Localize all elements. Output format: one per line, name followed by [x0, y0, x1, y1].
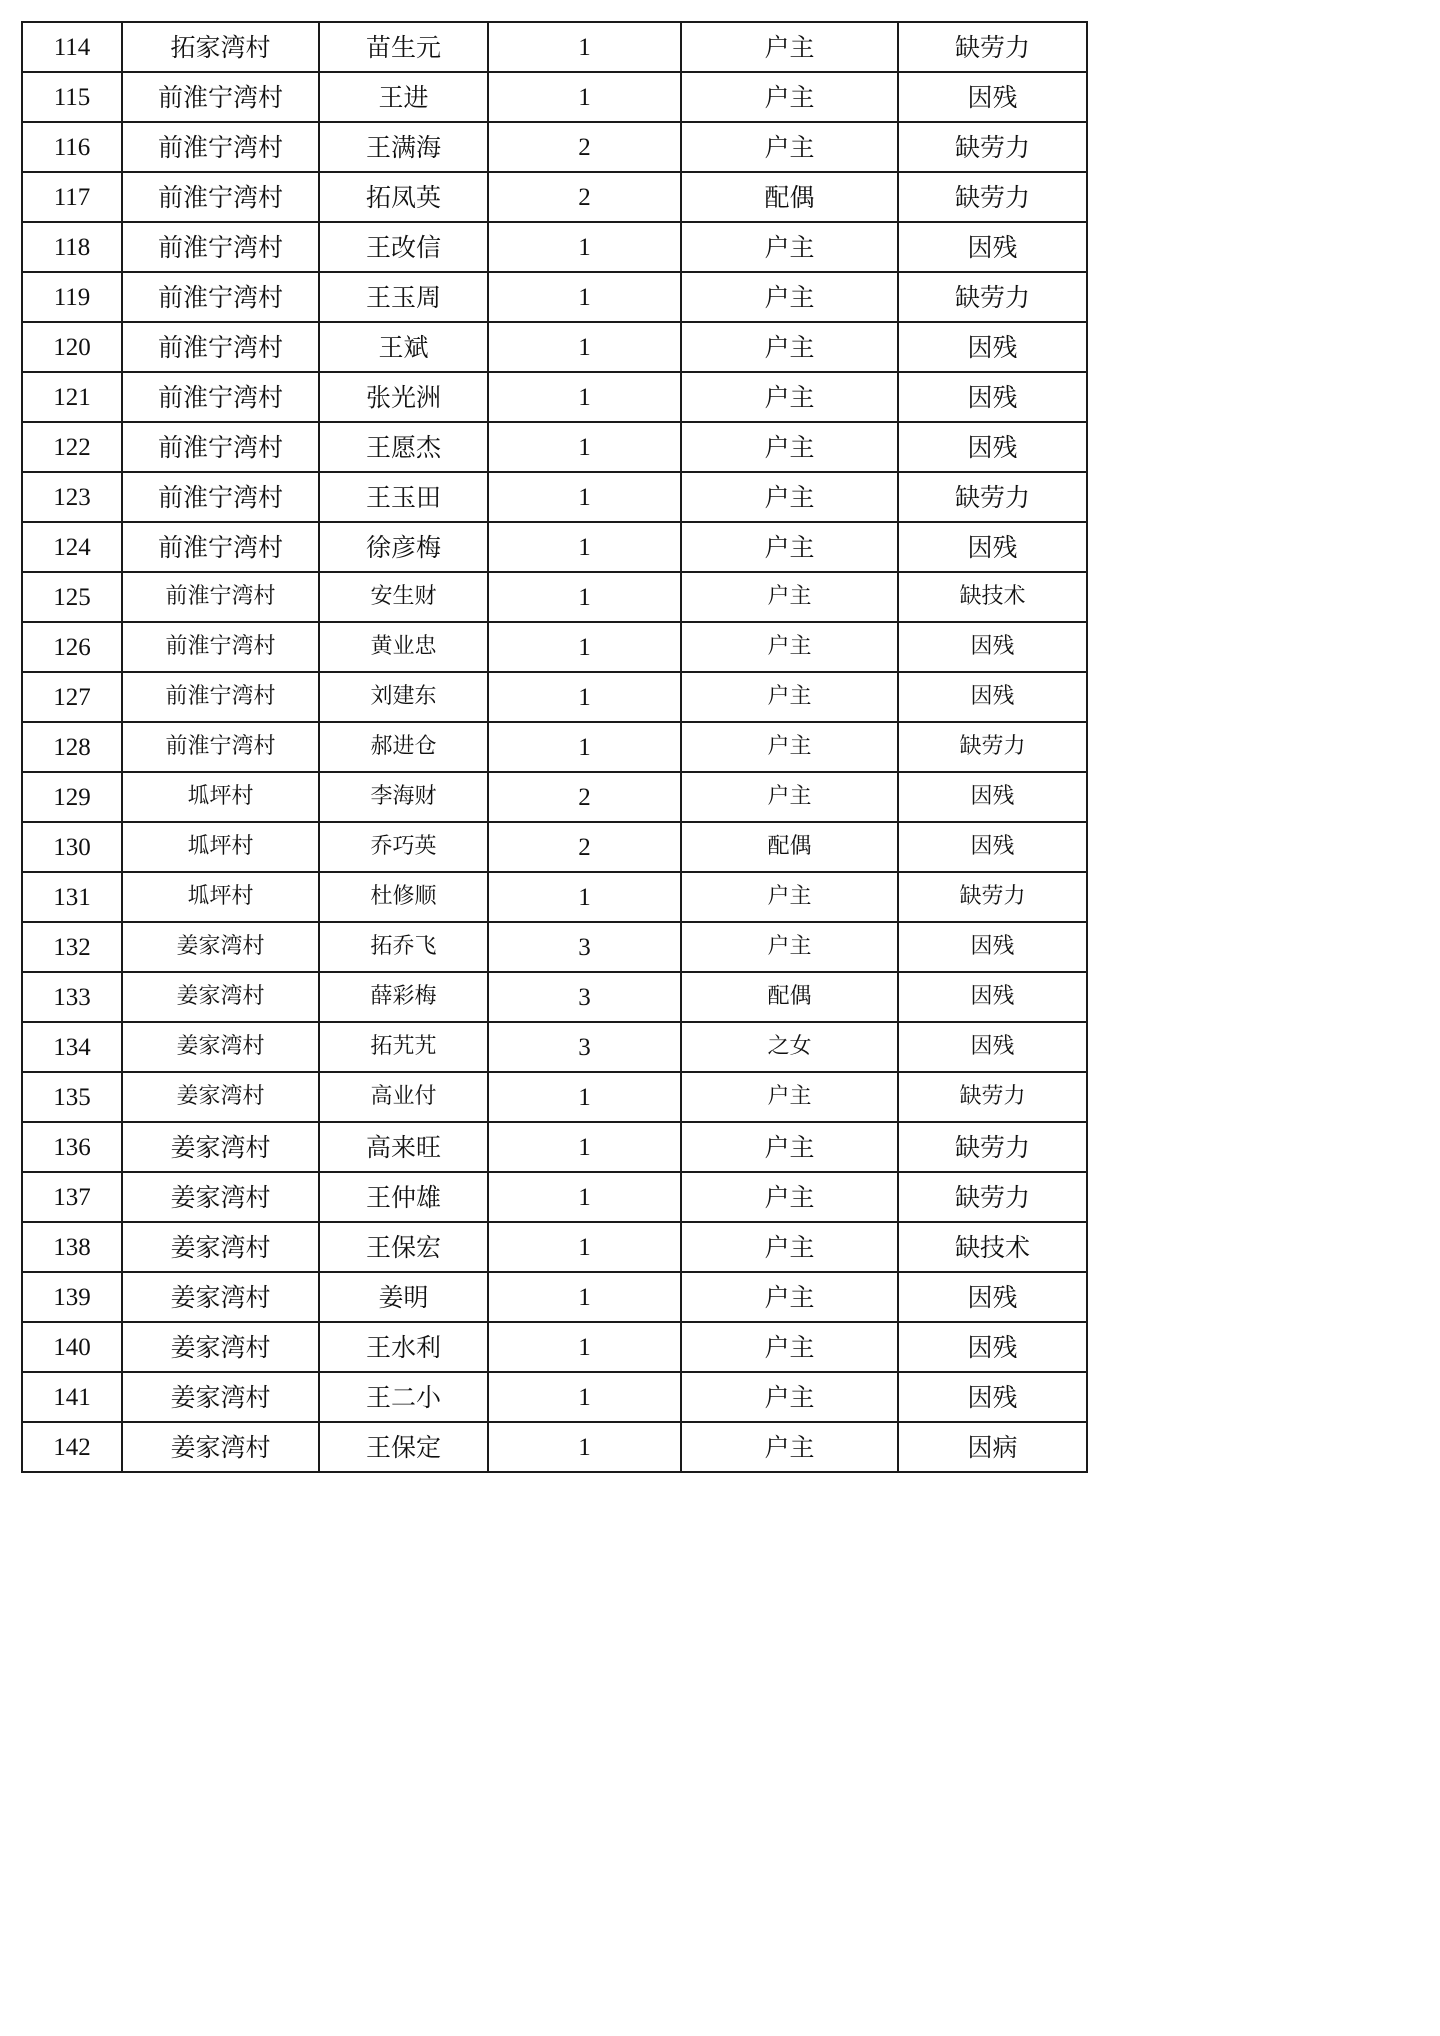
household-count-cell: 1 [488, 1322, 681, 1372]
table-body [22, 22, 1087, 1472]
table-row [22, 72, 1087, 122]
relation-cell: 户主 [681, 372, 898, 422]
reason-cell: 因残 [898, 322, 1087, 372]
relation-cell: 户主 [681, 1322, 898, 1372]
row-number-cell: 117 [22, 172, 122, 222]
row-number-cell: 131 [22, 872, 122, 922]
relation-cell: 户主 [681, 1072, 898, 1122]
village-cell: 姜家湾村 [122, 1372, 319, 1422]
village-cell: 姜家湾村 [122, 1322, 319, 1372]
person-name-cell: 姜明 [319, 1272, 488, 1322]
household-table [21, 21, 1088, 1473]
village-cell: 姜家湾村 [122, 1222, 319, 1272]
household-count-cell: 3 [488, 972, 681, 1022]
row-number-cell: 121 [22, 372, 122, 422]
person-name-cell: 黄业忠 [319, 622, 488, 672]
reason-cell: 因残 [898, 372, 1087, 422]
row-number-cell: 129 [22, 772, 122, 822]
relation-cell: 户主 [681, 222, 898, 272]
relation-cell: 户主 [681, 1272, 898, 1322]
table-row [22, 1322, 1087, 1372]
household-count-cell: 1 [488, 622, 681, 672]
row-number-cell: 119 [22, 272, 122, 322]
person-name-cell: 王愿杰 [319, 422, 488, 472]
table-row [22, 822, 1087, 872]
row-number-cell: 139 [22, 1272, 122, 1322]
village-cell: 前淮宁湾村 [122, 622, 319, 672]
person-name-cell: 拓艽艽 [319, 1022, 488, 1072]
table-row [22, 1022, 1087, 1072]
village-cell: 前淮宁湾村 [122, 522, 319, 572]
table-row [22, 122, 1087, 172]
reason-cell: 因残 [898, 672, 1087, 722]
household-count-cell: 1 [488, 872, 681, 922]
person-name-cell: 王二小 [319, 1372, 488, 1422]
row-number-cell: 120 [22, 322, 122, 372]
village-cell: 坬坪村 [122, 772, 319, 822]
table-row [22, 1372, 1087, 1422]
row-number-cell: 135 [22, 1072, 122, 1122]
reason-cell: 因残 [898, 1372, 1087, 1422]
reason-cell: 缺劳力 [898, 722, 1087, 772]
relation-cell: 户主 [681, 322, 898, 372]
table-row [22, 1222, 1087, 1272]
person-name-cell: 王仲雄 [319, 1172, 488, 1222]
reason-cell: 因残 [898, 1322, 1087, 1372]
household-count-cell: 2 [488, 822, 681, 872]
relation-cell: 户主 [681, 422, 898, 472]
row-number-cell: 132 [22, 922, 122, 972]
relation-cell: 户主 [681, 1372, 898, 1422]
table-row [22, 22, 1087, 72]
reason-cell: 因残 [898, 72, 1087, 122]
household-count-cell: 1 [488, 372, 681, 422]
relation-cell: 户主 [681, 472, 898, 522]
table-row [22, 772, 1087, 822]
relation-cell: 户主 [681, 922, 898, 972]
row-number-cell: 136 [22, 1122, 122, 1172]
person-name-cell: 王玉周 [319, 272, 488, 322]
household-count-cell: 3 [488, 922, 681, 972]
reason-cell: 缺劳力 [898, 1172, 1087, 1222]
village-cell: 坬坪村 [122, 872, 319, 922]
reason-cell: 因残 [898, 1022, 1087, 1072]
village-cell: 前淮宁湾村 [122, 422, 319, 472]
person-name-cell: 王玉田 [319, 472, 488, 522]
household-count-cell: 1 [488, 72, 681, 122]
row-number-cell: 122 [22, 422, 122, 472]
reason-cell: 因残 [898, 222, 1087, 272]
table-row [22, 622, 1087, 672]
household-count-cell: 1 [488, 1122, 681, 1172]
reason-cell: 因残 [898, 1272, 1087, 1322]
reason-cell: 缺技术 [898, 1222, 1087, 1272]
row-number-cell: 125 [22, 572, 122, 622]
person-name-cell: 郝进仓 [319, 722, 488, 772]
village-cell: 姜家湾村 [122, 972, 319, 1022]
row-number-cell: 130 [22, 822, 122, 872]
person-name-cell: 薛彩梅 [319, 972, 488, 1022]
household-count-cell: 1 [488, 1372, 681, 1422]
reason-cell: 缺劳力 [898, 1072, 1087, 1122]
relation-cell: 配偶 [681, 972, 898, 1022]
household-count-cell: 1 [488, 272, 681, 322]
person-name-cell: 高业付 [319, 1072, 488, 1122]
relation-cell: 户主 [681, 1422, 898, 1472]
table-row [22, 472, 1087, 522]
row-number-cell: 114 [22, 22, 122, 72]
relation-cell: 户主 [681, 72, 898, 122]
reason-cell: 缺技术 [898, 572, 1087, 622]
reason-cell: 缺劳力 [898, 172, 1087, 222]
table-row [22, 722, 1087, 772]
table-row [22, 572, 1087, 622]
table-row [22, 1072, 1087, 1122]
village-cell: 姜家湾村 [122, 1422, 319, 1472]
row-number-cell: 126 [22, 622, 122, 672]
table-row [22, 222, 1087, 272]
person-name-cell: 王改信 [319, 222, 488, 272]
relation-cell: 户主 [681, 872, 898, 922]
relation-cell: 户主 [681, 22, 898, 72]
relation-cell: 户主 [681, 1122, 898, 1172]
household-count-cell: 3 [488, 1022, 681, 1072]
row-number-cell: 140 [22, 1322, 122, 1372]
person-name-cell: 苗生元 [319, 22, 488, 72]
person-name-cell: 王保定 [319, 1422, 488, 1472]
household-count-cell: 1 [488, 1172, 681, 1222]
reason-cell: 因残 [898, 822, 1087, 872]
document-table-container [21, 21, 1086, 1473]
household-count-cell: 1 [488, 222, 681, 272]
relation-cell: 户主 [681, 722, 898, 772]
person-name-cell: 高来旺 [319, 1122, 488, 1172]
household-count-cell: 1 [488, 1222, 681, 1272]
table-row [22, 372, 1087, 422]
village-cell: 姜家湾村 [122, 1172, 319, 1222]
row-number-cell: 128 [22, 722, 122, 772]
row-number-cell: 137 [22, 1172, 122, 1222]
household-count-cell: 1 [488, 422, 681, 472]
household-count-cell: 1 [488, 1072, 681, 1122]
row-number-cell: 115 [22, 72, 122, 122]
relation-cell: 之女 [681, 1022, 898, 1072]
household-count-cell: 1 [488, 522, 681, 572]
household-count-cell: 1 [488, 572, 681, 622]
table-row [22, 972, 1087, 1022]
relation-cell: 户主 [681, 1222, 898, 1272]
row-number-cell: 133 [22, 972, 122, 1022]
household-count-cell: 1 [488, 22, 681, 72]
village-cell: 前淮宁湾村 [122, 222, 319, 272]
relation-cell: 户主 [681, 522, 898, 572]
table-row [22, 272, 1087, 322]
household-count-cell: 1 [488, 1272, 681, 1322]
reason-cell: 因病 [898, 1422, 1087, 1472]
row-number-cell: 123 [22, 472, 122, 522]
table-row [22, 922, 1087, 972]
reason-cell: 因残 [898, 522, 1087, 572]
reason-cell: 缺劳力 [898, 872, 1087, 922]
row-number-cell: 138 [22, 1222, 122, 1272]
household-count-cell: 1 [488, 472, 681, 522]
household-count-cell: 2 [488, 172, 681, 222]
village-cell: 姜家湾村 [122, 1122, 319, 1172]
table-row [22, 672, 1087, 722]
village-cell: 姜家湾村 [122, 922, 319, 972]
village-cell: 前淮宁湾村 [122, 272, 319, 322]
relation-cell: 配偶 [681, 822, 898, 872]
person-name-cell: 李海财 [319, 772, 488, 822]
village-cell: 拓家湾村 [122, 22, 319, 72]
household-count-cell: 1 [488, 1422, 681, 1472]
person-name-cell: 张光洲 [319, 372, 488, 422]
relation-cell: 户主 [681, 772, 898, 822]
row-number-cell: 116 [22, 122, 122, 172]
table-row [22, 172, 1087, 222]
person-name-cell: 王斌 [319, 322, 488, 372]
village-cell: 姜家湾村 [122, 1272, 319, 1322]
village-cell: 前淮宁湾村 [122, 472, 319, 522]
row-number-cell: 142 [22, 1422, 122, 1472]
reason-cell: 因残 [898, 622, 1087, 672]
table-row [22, 1172, 1087, 1222]
person-name-cell: 杜修顺 [319, 872, 488, 922]
household-count-cell: 1 [488, 722, 681, 772]
row-number-cell: 127 [22, 672, 122, 722]
village-cell: 坬坪村 [122, 822, 319, 872]
household-count-cell: 1 [488, 672, 681, 722]
table-row [22, 1122, 1087, 1172]
village-cell: 前淮宁湾村 [122, 322, 319, 372]
village-cell: 前淮宁湾村 [122, 372, 319, 422]
person-name-cell: 安生财 [319, 572, 488, 622]
household-count-cell: 2 [488, 122, 681, 172]
relation-cell: 户主 [681, 622, 898, 672]
reason-cell: 因残 [898, 922, 1087, 972]
reason-cell: 缺劳力 [898, 1122, 1087, 1172]
village-cell: 前淮宁湾村 [122, 72, 319, 122]
reason-cell: 因残 [898, 772, 1087, 822]
person-name-cell: 王满海 [319, 122, 488, 172]
village-cell: 前淮宁湾村 [122, 672, 319, 722]
table-row [22, 322, 1087, 372]
reason-cell: 缺劳力 [898, 472, 1087, 522]
table-row [22, 1272, 1087, 1322]
relation-cell: 户主 [681, 122, 898, 172]
person-name-cell: 刘建东 [319, 672, 488, 722]
person-name-cell: 拓乔飞 [319, 922, 488, 972]
reason-cell: 缺劳力 [898, 22, 1087, 72]
household-count-cell: 2 [488, 772, 681, 822]
village-cell: 前淮宁湾村 [122, 722, 319, 772]
village-cell: 姜家湾村 [122, 1022, 319, 1072]
person-name-cell: 王保宏 [319, 1222, 488, 1272]
table-row [22, 522, 1087, 572]
person-name-cell: 徐彦梅 [319, 522, 488, 572]
village-cell: 前淮宁湾村 [122, 172, 319, 222]
person-name-cell: 王水利 [319, 1322, 488, 1372]
household-count-cell: 1 [488, 322, 681, 372]
table-row [22, 1422, 1087, 1472]
village-cell: 前淮宁湾村 [122, 572, 319, 622]
row-number-cell: 134 [22, 1022, 122, 1072]
relation-cell: 户主 [681, 672, 898, 722]
person-name-cell: 拓凤英 [319, 172, 488, 222]
relation-cell: 户主 [681, 1172, 898, 1222]
row-number-cell: 124 [22, 522, 122, 572]
person-name-cell: 王进 [319, 72, 488, 122]
person-name-cell: 乔巧英 [319, 822, 488, 872]
row-number-cell: 141 [22, 1372, 122, 1422]
relation-cell: 配偶 [681, 172, 898, 222]
relation-cell: 户主 [681, 572, 898, 622]
reason-cell: 缺劳力 [898, 122, 1087, 172]
row-number-cell: 118 [22, 222, 122, 272]
reason-cell: 缺劳力 [898, 272, 1087, 322]
table-row [22, 422, 1087, 472]
relation-cell: 户主 [681, 272, 898, 322]
reason-cell: 因残 [898, 422, 1087, 472]
village-cell: 姜家湾村 [122, 1072, 319, 1122]
reason-cell: 因残 [898, 972, 1087, 1022]
village-cell: 前淮宁湾村 [122, 122, 319, 172]
table-row [22, 872, 1087, 922]
